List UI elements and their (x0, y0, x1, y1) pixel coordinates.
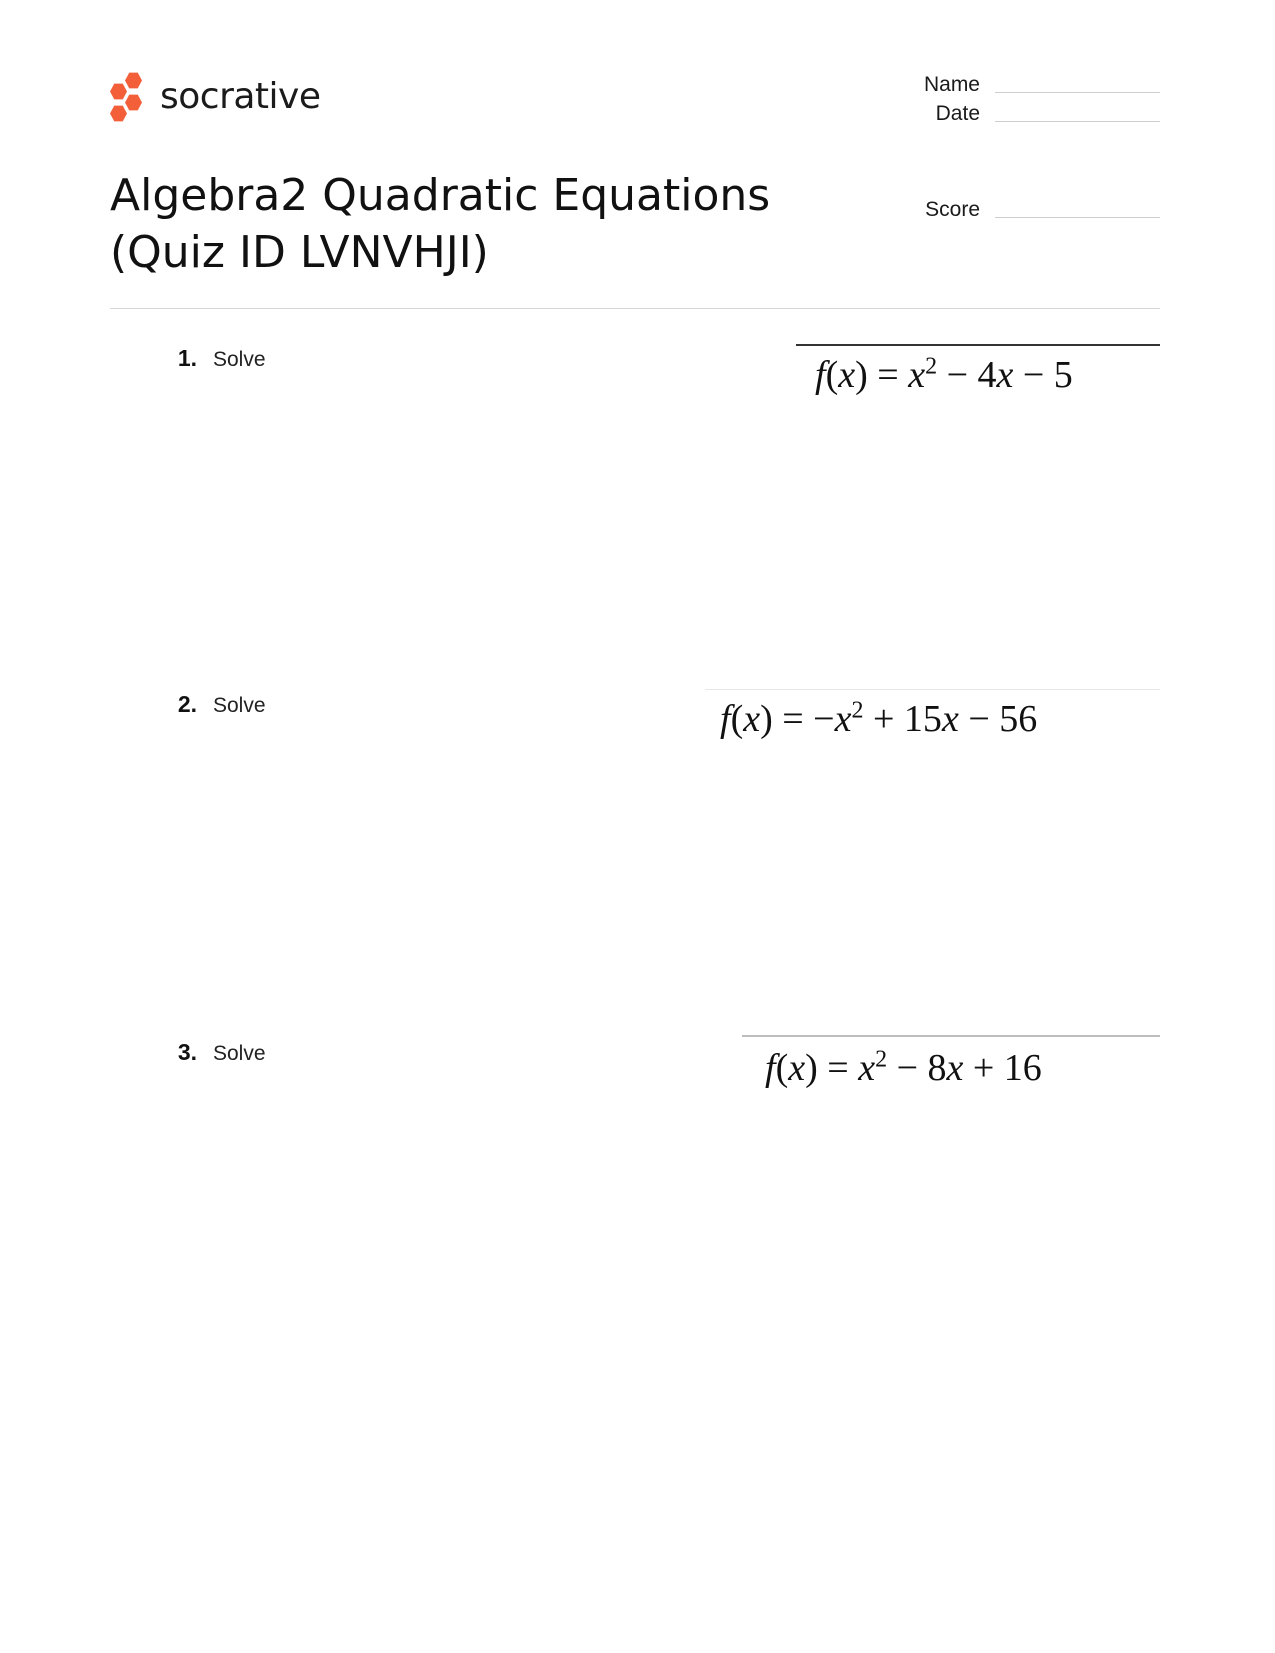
question-number: 1. (177, 345, 197, 371)
date-line[interactable] (995, 121, 1160, 122)
question-number: 2. (177, 691, 197, 717)
equation-3: $f(x) = x^2 - 8x + 16$ (765, 1046, 1042, 1089)
question-prompt: Solve (213, 694, 266, 717)
equation-rule (742, 1035, 1160, 1037)
date-field[interactable] (870, 102, 1160, 126)
socrative-hexagon-icon (110, 72, 150, 122)
question-3 (165, 1039, 266, 1066)
name-field[interactable] (870, 73, 1160, 97)
question-2 (165, 691, 266, 718)
equation-2: $f(x) = -x^2 + 15x - 56$ (720, 697, 1038, 740)
question-number: 3. (177, 1039, 197, 1065)
equation-rule (705, 689, 1160, 690)
socrative-logo (110, 72, 321, 122)
name-line[interactable] (995, 92, 1160, 93)
score-line[interactable] (995, 217, 1160, 218)
quiz-title: Algebra2 Quadratic Equations (Quiz ID LVNVHJI) (110, 170, 771, 278)
question-prompt: Solve (213, 348, 266, 371)
equation-1: $f(x) = x^2 - 4x - 5$ (815, 353, 1073, 396)
date-label: Date (935, 102, 980, 125)
equation-rule (796, 344, 1160, 346)
score-field[interactable] (870, 198, 1160, 222)
brand-name: socrative (160, 76, 321, 117)
header-divider (110, 308, 1160, 309)
score-label: Score (925, 198, 980, 221)
question-1 (165, 345, 266, 372)
question-prompt: Solve (213, 1042, 266, 1065)
name-label: Name (923, 73, 980, 96)
